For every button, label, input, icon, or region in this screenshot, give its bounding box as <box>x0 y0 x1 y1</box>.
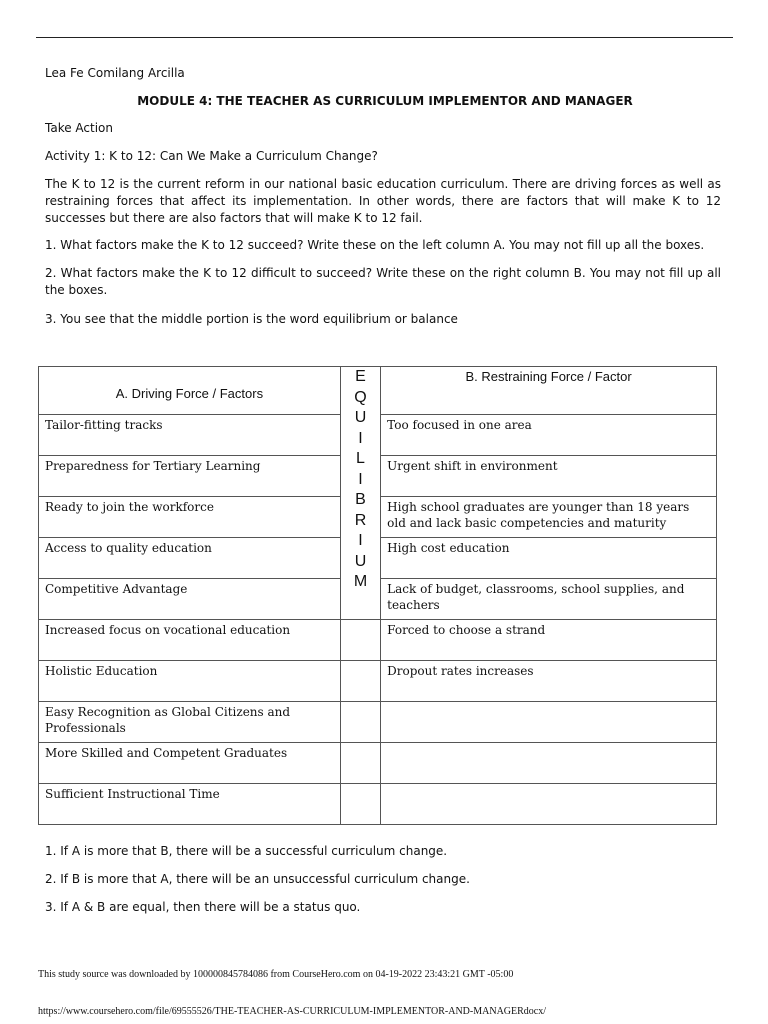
conclusion-2: 2. If B is more that A, there will be an unsuccessful curriculum change. <box>45 872 470 886</box>
table-row <box>39 702 717 743</box>
driving-factor-cell[interactable] <box>39 784 341 825</box>
equilibrium-empty-cell <box>340 702 380 743</box>
conclusion-1: 1. If A is more that B, there will be a successful curriculum change. <box>45 844 448 858</box>
driving-factor-cell[interactable] <box>39 702 341 743</box>
restraining-factor-text: Dropout rates increases <box>387 664 534 678</box>
header-driving-force: A. Driving Force / Factors <box>39 367 341 415</box>
driving-factor-text: Increased focus on vocational education <box>45 623 291 637</box>
restraining-factor-cell[interactable] <box>381 784 717 825</box>
equilibrium-empty-cell <box>340 620 380 661</box>
restraining-factor-text: High school graduates are younger than 18 years old and lack basic competencies and maturity <box>387 500 690 530</box>
restraining-factor-text: Too focused in one area <box>387 418 532 432</box>
table-row <box>39 661 717 702</box>
equilibrium-letter: I <box>358 470 363 488</box>
equilibrium-letter: U <box>354 552 367 570</box>
driving-factor-text: Holistic Education <box>45 664 158 678</box>
restraining-factor-cell[interactable] <box>381 702 717 743</box>
equilibrium-letter: U <box>354 409 367 426</box>
download-note: This study source was downloaded by 100000845784086 from CourseHero.com on 04-19-2022 23:43:21 GMT -05:00 <box>38 969 514 980</box>
equilibrium-letter: Q <box>354 388 367 406</box>
table-row <box>39 784 717 825</box>
equilibrium-letter: R <box>354 511 367 529</box>
table-row <box>39 620 717 661</box>
instruction-1: 1. What factors make the K to 12 succeed? Write these on the left column A. You may not fill up all the boxes. <box>45 238 705 252</box>
header-restraining-force: B. Restraining Force / Factor <box>381 367 717 415</box>
restraining-factor-cell[interactable] <box>381 579 717 620</box>
restraining-factor-text <box>387 784 710 786</box>
restraining-factor-text <box>387 743 710 745</box>
section-heading: Take Action <box>45 121 113 135</box>
driving-factor-cell[interactable] <box>39 538 341 579</box>
equilibrium-empty-cell <box>340 743 380 784</box>
intro-paragraph: The K to 12 is the current reform in our national basic education curriculum. There are driving forces as well as restraining forces that affect its implementation. In other words, there are factors that will make K to 12 successes but there are also factors that will make K to 12 fail. <box>45 177 721 225</box>
driving-factor-text: Access to quality education <box>45 541 212 555</box>
driving-factor-text: Ready to join the workforce <box>45 500 214 514</box>
author-name: Lea Fe Comilang Arcilla <box>45 66 185 80</box>
equilibrium-letter: M <box>353 573 368 590</box>
restraining-factor-cell[interactable] <box>381 661 717 702</box>
restraining-factor-cell[interactable] <box>381 743 717 784</box>
restraining-factor-text <box>387 702 710 704</box>
restraining-factor-cell[interactable] <box>381 415 717 456</box>
equilibrium-column <box>340 367 380 620</box>
driving-factor-text: More Skilled and Competent Graduates <box>45 746 288 760</box>
driving-factor-text: Tailor-fitting tracks <box>45 418 163 432</box>
restraining-factor-text: Lack of budget, classrooms, school supplies, and teachers <box>387 582 685 612</box>
driving-factor-text: Preparedness for Tertiary Learning <box>45 459 261 473</box>
driving-factor-cell[interactable] <box>39 497 341 538</box>
equilibrium-letter: B <box>355 491 366 508</box>
instruction-3: 3. You see that the middle portion is the word equilibrium or balance <box>45 312 458 326</box>
module-title: MODULE 4: THE TEACHER AS CURRICULUM IMPLEMENTOR AND MANAGER <box>137 94 633 108</box>
driving-factor-text: Sufficient Instructional Time <box>45 787 220 801</box>
equilibrium-empty-cell <box>340 661 380 702</box>
driving-factor-cell[interactable] <box>39 743 341 784</box>
driving-factor-cell[interactable] <box>39 415 341 456</box>
driving-factor-text: Competitive Advantage <box>45 582 188 596</box>
equilibrium-empty-cell <box>340 784 380 825</box>
equilibrium-letter: I <box>358 429 363 447</box>
instruction-2: 2. What factors make the K to 12 difficult to succeed? Write these on the right column B. You may not fill up all the boxes. <box>45 266 721 297</box>
force-field-table <box>38 366 717 825</box>
top-rule <box>36 37 733 38</box>
restraining-factor-cell[interactable] <box>381 538 717 579</box>
restraining-factor-text: Forced to choose a strand <box>387 623 546 637</box>
equilibrium-letter: E <box>355 368 366 385</box>
driving-factor-cell[interactable] <box>39 456 341 497</box>
equilibrium-letter: I <box>358 532 363 549</box>
conclusion-3: 3. If A & B are equal, then there will be a status quo. <box>45 900 361 914</box>
restraining-factor-cell[interactable] <box>381 456 717 497</box>
table-row <box>39 743 717 784</box>
activity-title: Activity 1: K to 12: Can We Make a Curriculum Change? <box>45 149 378 163</box>
source-url[interactable]: https://www.coursehero.com/file/69555526/THE-TEACHER-AS-CURRICULUM-IMPLEMENTOR-AND-MANAGERdocx/ <box>38 1006 547 1017</box>
restraining-factor-text: High cost education <box>387 541 510 555</box>
restraining-factor-cell[interactable] <box>381 497 717 538</box>
restraining-factor-text: Urgent shift in environment <box>387 459 558 473</box>
equilibrium-letter: L <box>356 450 365 467</box>
driving-factor-cell[interactable] <box>39 620 341 661</box>
driving-factor-cell[interactable] <box>39 661 341 702</box>
restraining-factor-cell[interactable] <box>381 620 717 661</box>
table-header-row <box>39 367 717 415</box>
driving-factor-text: Easy Recognition as Global Citizens and Professionals <box>45 705 291 735</box>
driving-factor-cell[interactable] <box>39 579 341 620</box>
